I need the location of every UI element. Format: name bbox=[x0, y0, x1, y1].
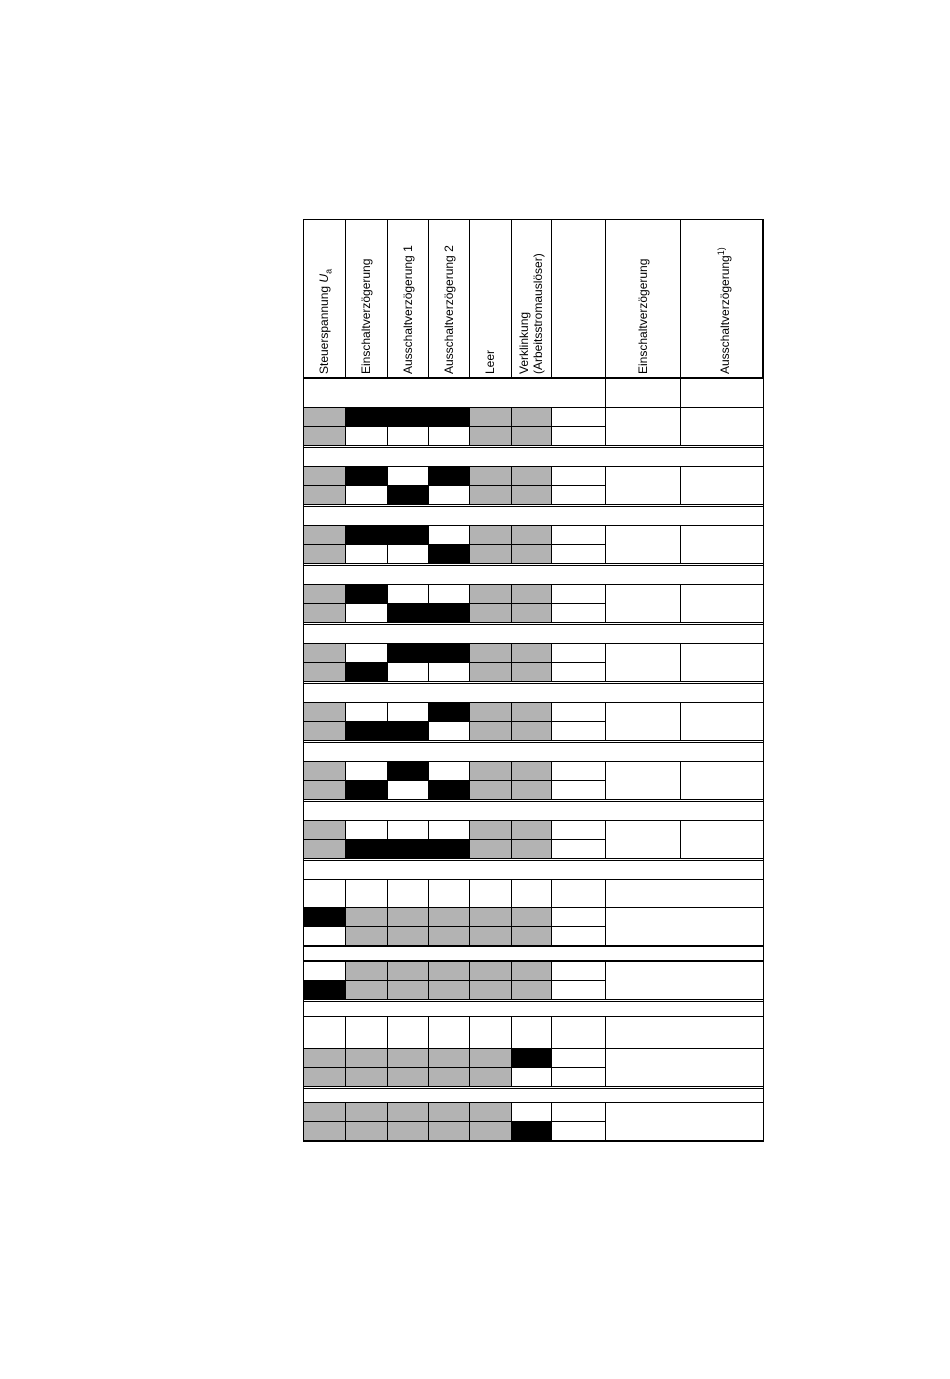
header-ausschaltverzoegerung-2: Ausschaltverzögerung 2 bbox=[442, 245, 456, 374]
table-frame bbox=[303, 219, 764, 1142]
header-einschaltverzoegerung: Einschaltverzögerung bbox=[359, 258, 373, 374]
header-steuerspannung: Steuerspannung $U_a$ bbox=[317, 268, 334, 374]
header-col-ausschalt: Ausschaltverzögerung$^{1)}$ bbox=[716, 247, 732, 374]
header-ausschaltverzoegerung-1: Ausschaltverzögerung 1 bbox=[401, 245, 415, 374]
header-verklinkung: Verklinkung (Arbeitsstromauslöser) bbox=[517, 253, 545, 374]
header-col-einschalt: Einschaltverzögerung bbox=[636, 258, 650, 374]
header-leer: Leer bbox=[483, 349, 497, 374]
